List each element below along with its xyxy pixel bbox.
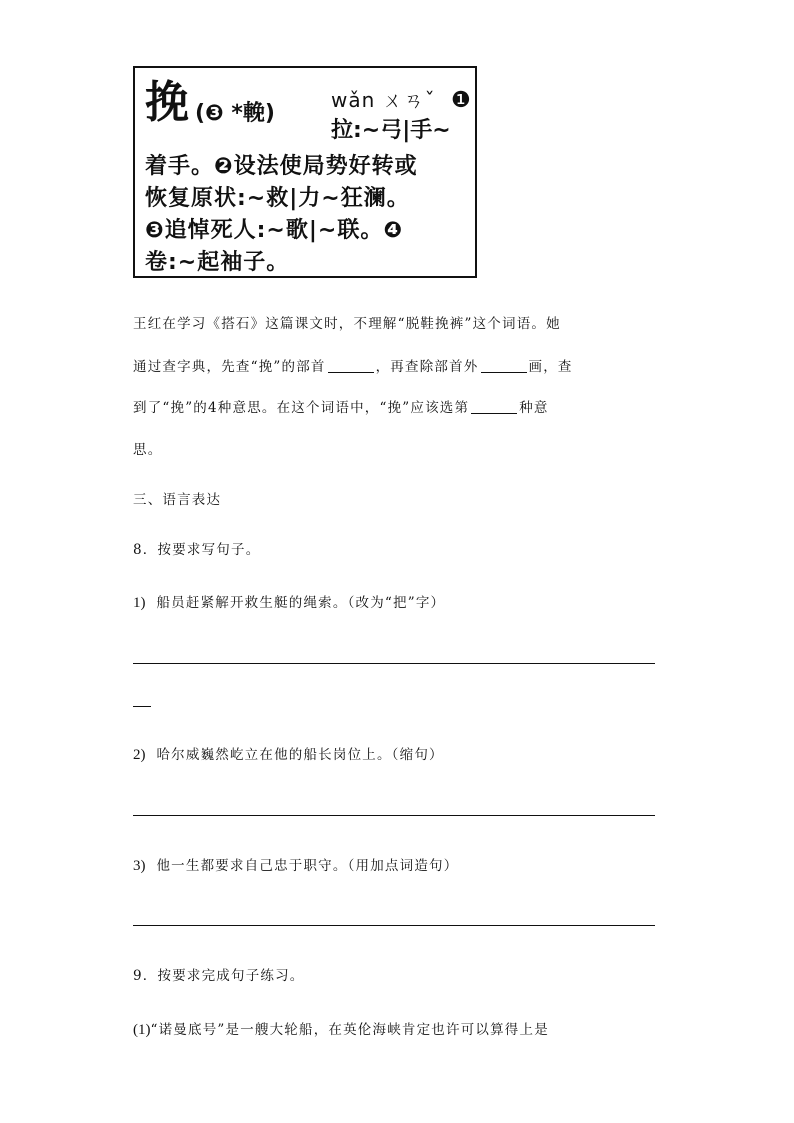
q7-line-2-c: 画，查 — [528, 359, 573, 375]
q7-line-2-b: ，再查除部首外 — [375, 359, 479, 375]
q8-item-2-num: 2) — [133, 747, 146, 763]
q8-item-3-text: 他一生都要求自己忠于职守。（用加点词造句） — [156, 858, 459, 874]
q7-line-2 — [133, 357, 655, 377]
q7-line-1: 王红在学习《搭石》这篇课文时，不理解“脱鞋挽裤”这个词语。她 — [133, 316, 561, 332]
q7-line-4: 思。 — [133, 442, 163, 458]
q8-item-3 — [133, 856, 655, 876]
pinyin — [331, 84, 472, 113]
sense-number-blank[interactable] — [471, 401, 517, 414]
q9-item-1-text: “诺曼底号”是一艘大轮船，在英伦海峡肯定也许可以算得上是 — [150, 1022, 549, 1038]
stroke-count-blank[interactable] — [481, 360, 527, 373]
q8-item-2-answer-line[interactable] — [133, 815, 655, 816]
q9-item-1 — [133, 1020, 655, 1040]
q9-item-1-num: (1) — [133, 1022, 151, 1038]
dictionary-entry-box — [133, 66, 477, 278]
dict-line-5: 卷:~起袖子。 — [145, 250, 290, 275]
q7-line-3-b: 种意 — [519, 400, 549, 416]
q7-line-3 — [133, 398, 655, 418]
sense-1-marker: ❶ — [451, 88, 472, 113]
pinyin-text: wǎn ㄨㄢˇ — [331, 88, 436, 112]
q8-item-1 — [133, 593, 655, 613]
dict-line-4: ❸追悼死人:~歌|~联。❹ — [145, 218, 403, 243]
q7-line-2-a: 通过查字典，先查“挽”的部首 — [133, 359, 326, 375]
q8-item-1-answer-line[interactable] — [133, 663, 655, 664]
dict-line-1: 拉:~弓|手~ — [331, 118, 451, 143]
q9-title: 9．按要求完成句子练习。 — [133, 968, 305, 984]
q8-item-2 — [133, 745, 655, 765]
q8-title: 8．按要求写句子。 — [133, 542, 261, 558]
q8-item-1-num: 1) — [133, 595, 146, 611]
q8-item-3-num: 3) — [133, 858, 146, 874]
section-3-title: 三、语言表达 — [133, 492, 222, 508]
radical-blank[interactable] — [328, 360, 374, 373]
variant-form: (❸ *輓) — [195, 101, 275, 126]
dict-line-3: 恢复原状:~救|力~狂澜。 — [145, 186, 410, 211]
q7-line-3-a: 到了“挽”的4种意思。在这个词语中，“挽”应该选第 — [133, 400, 470, 416]
q8-item-2-text: 哈尔威巍然屹立在他的船长岗位上。（缩句） — [156, 747, 444, 763]
q8-item-1-text: 船员赶紧解开救生艇的绳索。（改为“把”字） — [156, 595, 446, 611]
q8-item-1-answer-dash — [133, 706, 151, 707]
dict-line-2: 着手。❷设法使局势好转或 — [145, 154, 418, 179]
headword: 挽 — [145, 77, 189, 128]
q8-item-3-answer-line[interactable] — [133, 925, 655, 926]
dictionary-entry — [145, 76, 472, 275]
